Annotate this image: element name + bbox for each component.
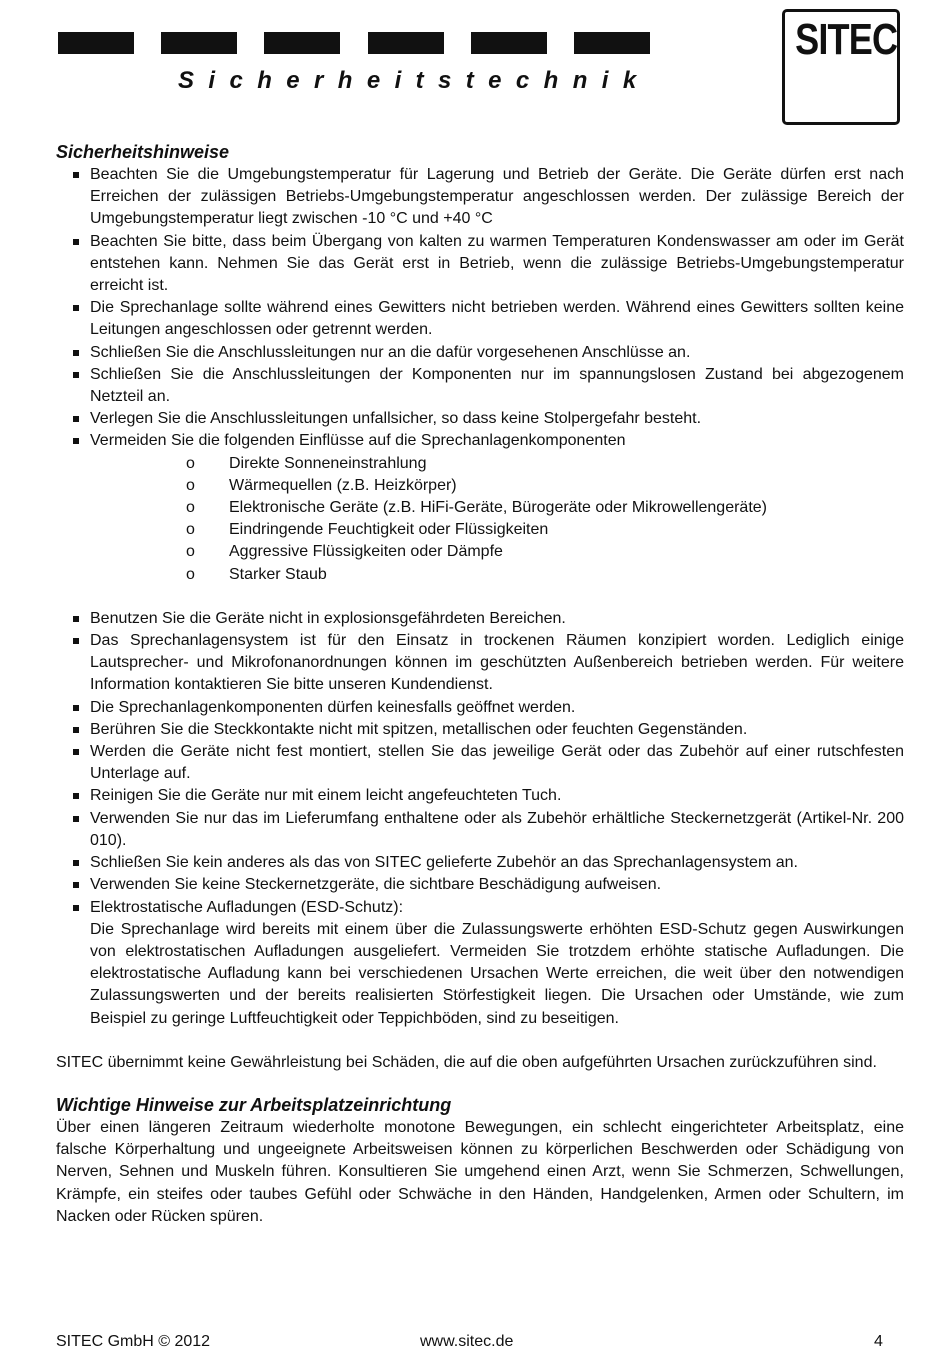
- bullet-square-icon: [73, 816, 79, 822]
- bullet-square-icon: [73, 905, 79, 911]
- list-item: [56, 697, 904, 719]
- bullet-square-icon: [73, 438, 79, 444]
- sub-list-item-text: Wärmequellen (z.B. Heizkörper): [229, 476, 457, 494]
- bullet-square-icon: [73, 749, 79, 755]
- header-bar: [264, 32, 340, 54]
- list-item-text: Die Sprechanlage sollte während eines Gewitters nicht betrieben werden. Während eines Gewitters sollten keine Leitungen angeschlossen oder getrennt werden.: [90, 299, 904, 339]
- safety-bullet-list: [56, 164, 904, 453]
- bullet-square-icon: [73, 350, 79, 356]
- circle-bullet-icon: o: [186, 476, 195, 494]
- list-item-esd: [56, 897, 904, 1030]
- disclaimer-paragraph: SITEC übernimmt keine Gewährleistung bei Schäden, die auf die oben aufgeführten Ursachen zurückzuführen sind.: [56, 1053, 877, 1071]
- sub-list-item: [56, 564, 904, 586]
- list-item: [56, 164, 904, 231]
- influences-sublist: [56, 453, 904, 608]
- list-item: [56, 852, 904, 874]
- list-item-text: Werden die Geräte nicht fest montiert, stellen Sie das jeweilige Gerät oder das Zubehör auf einer rutschfesten Unterlage auf.: [90, 743, 904, 783]
- bullet-square-icon: [73, 372, 79, 378]
- bullet-square-icon: [73, 860, 79, 866]
- esd-text: Die Sprechanlage wird bereits mit einem über die Zulassungswerte erhöhten ESD-Schutz gegen Auswirkungen von elektrostatischen Aufladungen ausgeliefert. Vermeiden Sie trotzdem erhöhte statische Aufladungen. Die elektrostatische Aufladung kann bei verschiedenen Ursachen Werte erreichen, die weit über den notwendigen Zulassungswerten und der bereits realisierten Störfestigkeit liegen. Die Ursachen oder Umstände, wie zum Beispiel zu geringe Luftfeuchtigkeit oder Teppichböden, sind zu beseitigen.: [90, 920, 904, 1027]
- bullet-square-icon: [73, 727, 79, 733]
- header-bar: [58, 32, 134, 54]
- header-tagline: Sicherheitstechnik: [178, 67, 651, 94]
- esd-heading: Elektrostatische Aufladungen (ESD-Schutz):: [90, 898, 404, 916]
- header-bar: [574, 32, 650, 54]
- list-item: [56, 342, 904, 364]
- list-item-text: Schließen Sie kein anderes als das von SITEC gelieferte Zubehör an das Sprechanlagensystem an.: [90, 854, 798, 872]
- bullet-square-icon: [73, 305, 79, 311]
- circle-bullet-icon: o: [186, 499, 195, 517]
- list-item-text: Schließen Sie die Anschlussleitungen nur an die dafür vorgesehenen Anschlüsse an.: [90, 343, 691, 361]
- header-bar: [161, 32, 237, 54]
- list-item: [56, 741, 904, 785]
- list-item: [56, 630, 904, 697]
- section-title-workplace: Wichtige Hinweise zur Arbeitsplatzeinrichtung: [56, 1094, 452, 1115]
- list-item: [56, 719, 904, 741]
- list-item: [56, 430, 904, 452]
- list-item: [56, 608, 904, 630]
- workplace-paragraph: Über einen längeren Zeitraum wiederholte monotone Bewegungen, ein schlecht eingerichteter Arbeitsplatz, eine falsche Körperhaltung und ungeeignete Arbeitsweisen können zu körperlichen Beschwerden oder Schädigung von Nerven, Sehnen und Muskeln führen. Konsultieren Sie umgehend einen Arzt, wenn Sie Schmerzen, Schwellungen, Krämpfe, ein steifes oder taubes Gefühl oder Schwäche in den Händen, Handgelenken, Armen oder Schultern, im Nacken oder Rücken spüren.: [56, 1118, 904, 1225]
- safety-bullet-list-2: [56, 608, 904, 1030]
- sub-list-item-text: Eindringende Feuchtigkeit oder Flüssigkeiten: [229, 521, 549, 539]
- footer-website-link[interactable]: www.sitec.de: [420, 1333, 514, 1350]
- header-bar: [471, 32, 547, 54]
- section-title-safety: Sicherheitshinweise: [56, 142, 230, 162]
- sub-list-item: [56, 541, 904, 563]
- sub-list-item: [56, 519, 904, 541]
- list-item: [56, 874, 904, 896]
- sub-list-item-text: Aggressive Flüssigkeiten oder Dämpfe: [229, 543, 503, 561]
- sub-list-item-text: Elektronische Geräte (z.B. HiFi-Geräte, Bürogeräte oder Mikrowellengeräte): [229, 499, 767, 517]
- list-item-text: Beachten Sie bitte, dass beim Übergang von kalten zu warmen Temperaturen Kondenswasser am oder im Gerät entstehen kann. Nehmen Sie das Gerät erst in Betrieb, wenn die zulässige Betriebs-Umgebungstemperatur erreicht ist.: [90, 232, 904, 295]
- list-item-text: Berühren Sie die Steckkontakte nicht mit spitzen, metallischen oder feuchten Gegenständen.: [90, 720, 748, 738]
- sitec-logo: [782, 9, 900, 125]
- bullet-square-icon: [73, 638, 79, 644]
- sub-list-item-text: Starker Staub: [229, 565, 327, 583]
- bullet-square-icon: [73, 239, 79, 245]
- list-item-text: Verlegen Sie die Anschlussleitungen unfallsicher, so dass keine Stolpergefahr besteht.: [90, 410, 702, 428]
- bullet-square-icon: [73, 793, 79, 799]
- list-item: [56, 297, 904, 341]
- header-bars: [58, 32, 650, 54]
- list-item: [56, 785, 904, 807]
- list-item: [56, 364, 904, 408]
- sub-list-item: [56, 475, 904, 497]
- list-item-text: Das Sprechanlagensystem ist für den Einsatz in trockenen Räumen konzipiert worden. Lediglich einige Lautsprecher- und Mikrofonanordnungen können im geschützten Außenbereich betrieben werden. Für weitere Information kontaktieren Sie bitte unseren Kundendienst.: [90, 632, 904, 694]
- bullet-square-icon: [73, 882, 79, 888]
- bullet-square-icon: [73, 616, 79, 622]
- footer-page-number: 4: [874, 1333, 883, 1350]
- list-item-text: Die Sprechanlagenkomponenten dürfen keinesfalls geöffnet werden.: [90, 698, 576, 716]
- circle-bullet-icon: o: [186, 521, 195, 539]
- list-item: [56, 408, 904, 430]
- circle-bullet-icon: o: [186, 565, 195, 583]
- header-bar: [368, 32, 444, 54]
- list-item-text: Verwenden Sie keine Steckernetzgeräte, die sichtbare Beschädigung aufweisen.: [90, 876, 662, 894]
- footer-company: SITEC GmbH © 2012: [56, 1333, 211, 1350]
- list-item-text: Vermeiden Sie die folgenden Einflüsse auf die Sprechanlagenkomponenten: [90, 432, 626, 450]
- list-item: [56, 808, 904, 852]
- sub-list-item: [56, 453, 904, 475]
- list-item: [56, 231, 904, 298]
- list-item-text: Schließen Sie die Anschlussleitungen der Komponenten nur im spannungslosen Zustand bei abgezogenem Netzteil an.: [90, 365, 904, 406]
- sub-list-item-text: Direkte Sonneneinstrahlung: [229, 454, 427, 472]
- page-content: [56, 140, 904, 1228]
- sub-list-item: [56, 497, 904, 519]
- list-item-text: Reinigen Sie die Geräte nur mit einem leicht angefeuchteten Tuch.: [90, 787, 562, 805]
- list-item-text: Verwenden Sie nur das im Lieferumfang enthaltene oder als Zubehör erhältliche Steckernetzgerät (Artikel-Nr. 200 010).: [90, 809, 904, 849]
- list-item-text: Benutzen Sie die Geräte nicht in explosionsgefährdeten Bereichen.: [90, 609, 566, 627]
- circle-bullet-icon: o: [186, 543, 195, 561]
- bullet-square-icon: [73, 705, 79, 711]
- bullet-square-icon: [73, 172, 79, 178]
- circle-bullet-icon: o: [186, 454, 195, 472]
- list-item-text: Beachten Sie die Umgebungstemperatur für Lagerung und Betrieb der Geräte. Die Geräte dürfen erst nach Erreichen der zulässigen Betriebs-Umgebungstemperatur angeschlossen werden. Der zulässige Bereich der Umgebungstemperatur liegt zwischen -10 °C und +40 °C: [90, 166, 904, 228]
- bullet-square-icon: [73, 416, 79, 422]
- logo-text: SITEC: [795, 15, 898, 64]
